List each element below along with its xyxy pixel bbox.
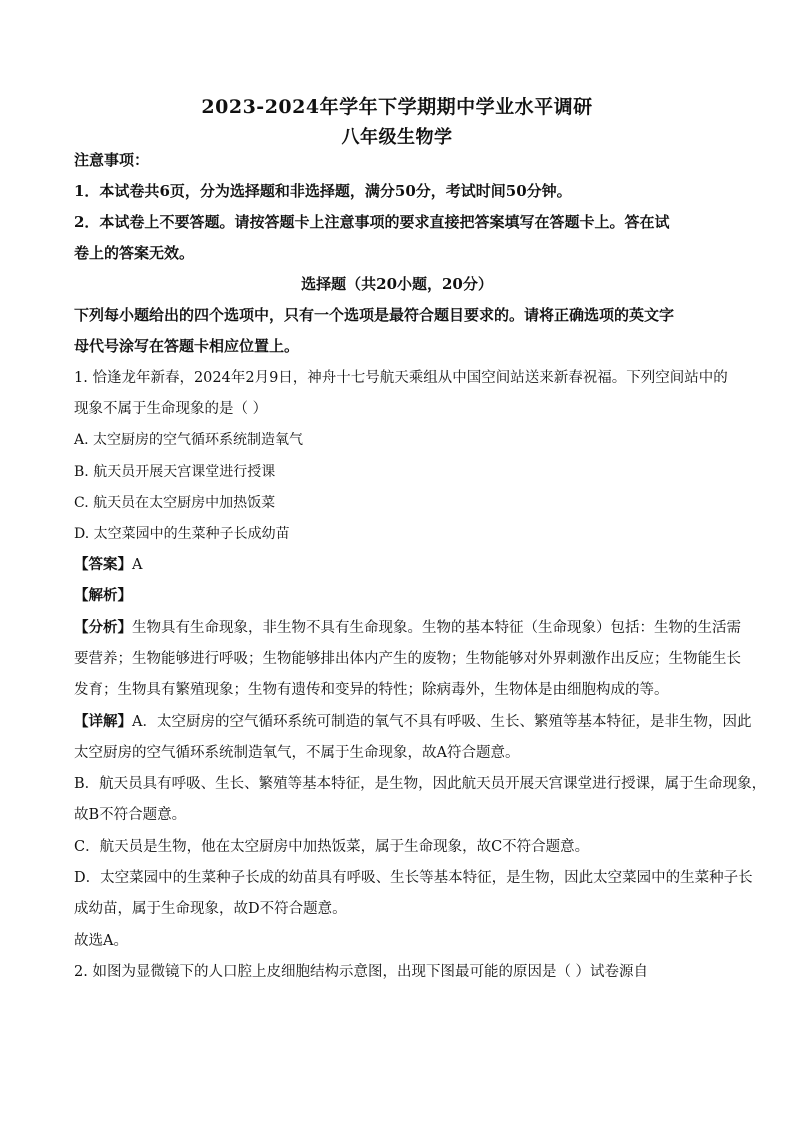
q1-explain-b-line-2: 故B不符合题意。 [74, 807, 187, 823]
q1-fenxi-line-1 [74, 618, 741, 638]
xiangjie-text: A．太空厨房的空气循环系统可制造的氧气不具有呼吸、生长、繁殖等基本特征，是非生物，因此 [132, 714, 752, 730]
notice-item-1: 1．本试卷共6页，分为选择题和非选择题，满分50分，考试时间50分钟。 [74, 182, 572, 200]
notice-item-2-line-2: 卷上的答案无效。 [74, 244, 195, 262]
answer-tag: 【答案】 [74, 556, 132, 573]
xiangjie-tag: 【详解】 [74, 713, 132, 730]
q1-option-d: D. 太空菜园中的生菜种子长成幼苗 [74, 526, 290, 542]
q1-option-c: C. 航天员在太空厨房中加热饭菜 [74, 495, 276, 511]
q1-fenxi-line-2: 要营养；生物能够进行呼吸；生物能够排出体内产生的废物；生物能够对外界刺激作出反应；生物能生长 [74, 651, 741, 667]
q1-xiangjie-line-2: 太空厨房的空气循环系统制造氧气，不属于生命现象，故A符合题意。 [74, 745, 520, 761]
fenxi-text: 生物具有生命现象，非生物不具有生命现象。生物的基本特征（生命现象）包括：生物的生活需 [132, 620, 741, 636]
q1-answer [74, 555, 734, 575]
notice-heading: 注意事项： [74, 151, 150, 169]
exam-title: 2023-2024年学年下学期期中学业水平调研 [201, 96, 593, 118]
answer-value: A [132, 557, 143, 573]
q1-explain-d-line-2: 成幼苗，属于生命现象，故D不符合题意。 [74, 901, 347, 917]
q1-explain-c-line-1: C．航天员是生物，他在太空厨房中加热饭菜，属于生命现象，故C不符合题意。 [74, 839, 590, 855]
q1-explain-b-line-1: B．航天员具有呼吸、生长、繁殖等基本特征，是生物，因此航天员开展天宫课堂进行授课，属于生命现象， [74, 776, 767, 792]
fenxi-tag: 【分析】 [74, 619, 132, 636]
q1-analysis-heading [74, 586, 734, 606]
notice-item-2-line-1: 2．本试卷上不要答题。请按答题卡上注意事项的要求直接把答案填写在答题卡上。答在试 [74, 213, 670, 231]
q2-stem-line-1: 2. 如图为显微镜下的人口腔上皮细胞结构示意图，出现下图最可能的原因是（ ）试卷源自 [74, 964, 649, 980]
q1-stem-line-2: 现象不属于生命现象的是（ ） [74, 401, 268, 417]
q1-conclusion: 故选A。 [74, 933, 128, 949]
analysis-tag: 【解析】 [74, 587, 132, 604]
q1-explain-d-line-1: D．太空菜园中的生菜种子长成的幼苗具有呼吸、生长等基本特征，是生物，因此太空菜园中的生菜种子长 [74, 870, 753, 886]
section-instruction-line-1: 下列每小题给出的四个选项中，只有一个选项是最符合题目要求的。请将正确选项的英文字 [74, 306, 675, 324]
q1-stem-line-1: 1. 恰逢龙年新春，2024年2月9日，神舟十七号航天乘组从中国空间站送来新春祝福。下列空间站中的 [74, 370, 728, 386]
section-instruction-line-2: 母代号涂写在答题卡相应位置上。 [74, 337, 300, 355]
q1-option-b: B. 航天员开展天宫课堂进行授课 [74, 464, 276, 480]
q1-option-a: A. 太空厨房的空气循环系统制造氧气 [74, 432, 304, 448]
section-title: 选择题（共20小题，20分） [301, 275, 493, 293]
exam-subtitle: 八年级生物学 [341, 127, 453, 148]
q1-xiangjie-line-1 [74, 712, 752, 732]
q1-fenxi-line-3: 发育；生物具有繁殖现象；生物有遗传和变异的特性；除病毒外，生物体是由细胞构成的等。 [74, 682, 669, 698]
